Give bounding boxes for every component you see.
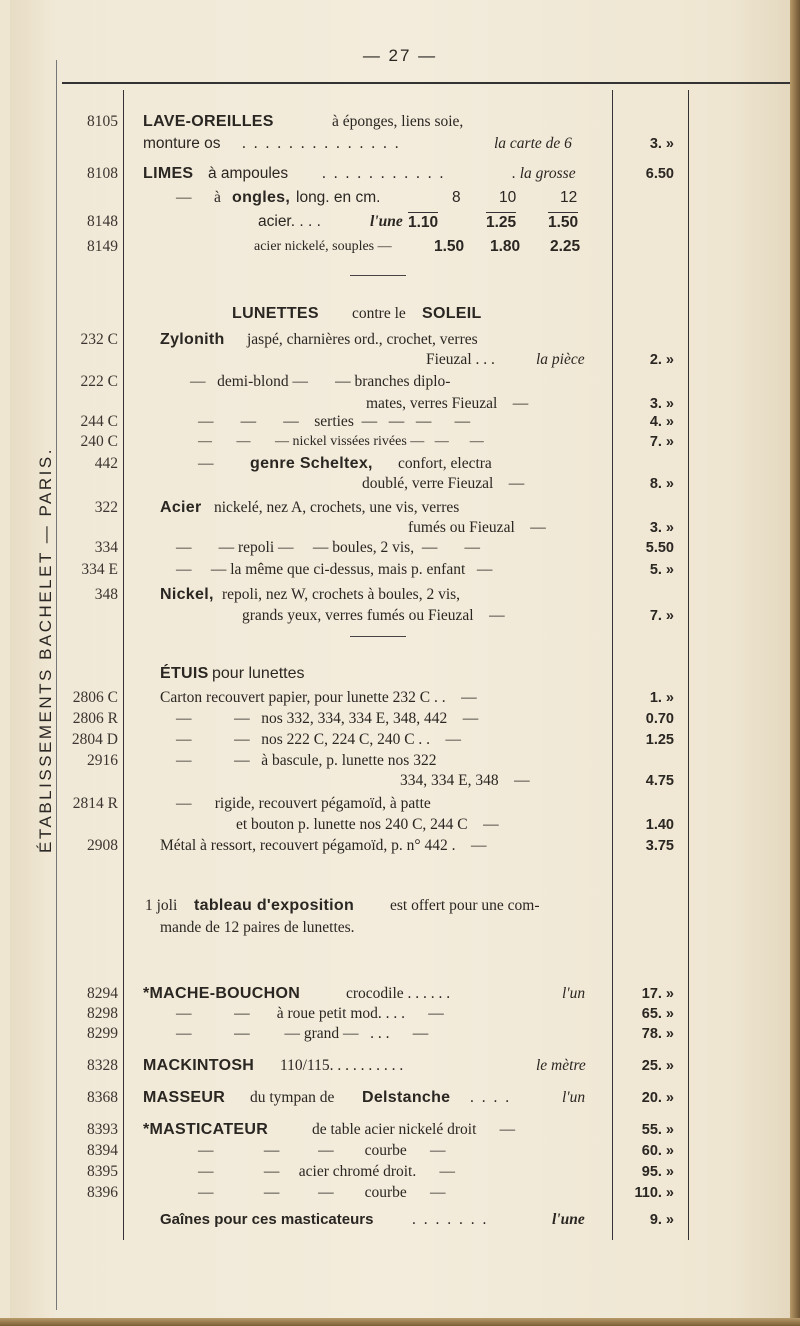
item-desc: à ampoules	[208, 165, 289, 182]
section-lunettes-heading	[0, 304, 800, 326]
item-code: 2806 R	[72, 710, 118, 727]
item-code: 8105	[87, 113, 118, 130]
mache-row-0	[0, 984, 800, 1006]
masticateur-gaines	[0, 1210, 800, 1232]
item-title: LIMES	[143, 165, 194, 182]
price-12cm: 2.25	[550, 238, 581, 255]
item-name: *MASTICATEUR	[143, 1121, 269, 1138]
entry-lave-oreilles	[0, 112, 800, 134]
item-code: 8294	[87, 985, 118, 1002]
item-desc: acier. . . .	[258, 213, 321, 230]
item-code: 334 E	[81, 561, 118, 578]
item-price: 5.50	[645, 540, 674, 556]
top-rule	[62, 82, 790, 84]
etuis-row-6	[0, 815, 800, 837]
item-name: MACKINTOSH	[143, 1057, 255, 1074]
item-code: 2908	[87, 837, 118, 854]
item-code: 8393	[87, 1121, 118, 1138]
item-title: LAVE-OREILLES	[143, 113, 274, 130]
item-desc: à éponges, liens soie,	[332, 113, 464, 130]
lunettes-row-6	[0, 454, 800, 476]
lunettes-row-4	[0, 412, 800, 434]
item-price: 110. »	[634, 1185, 674, 1201]
leader-dots: . . . . . . .	[412, 1211, 489, 1228]
lunettes-row-12	[0, 585, 800, 607]
ditto-dash: —	[176, 189, 192, 206]
item-price: 20. »	[641, 1090, 674, 1106]
mache-row-1	[0, 1004, 800, 1026]
item-price: 95. »	[641, 1164, 674, 1180]
item-price: 3. »	[649, 136, 674, 152]
price-8cm: 1.10	[408, 214, 439, 231]
item-price: 1.25	[645, 732, 674, 748]
item-desc: — — à bascule, p. lunette nos 322	[176, 752, 437, 769]
item-desc: — — repoli — — boules, 2 vis, — —	[176, 539, 480, 556]
item-desc: jaspé, charnières ord., crochet, verres	[247, 331, 478, 348]
lunettes-row-7	[0, 474, 800, 496]
item-price: 78. »	[641, 1026, 674, 1042]
item-desc: Métal à ressort, recouvert pégamoïd, p. n° 442 . —	[160, 837, 487, 854]
item-price: 1. »	[649, 690, 674, 706]
item-price: 8. »	[649, 476, 674, 492]
item-code: 8368	[87, 1089, 118, 1106]
item-desc: grands yeux, verres fumés ou Fieuzal —	[242, 607, 505, 624]
entry-limes-acier	[0, 212, 800, 234]
item-code: 232 C	[80, 331, 118, 348]
item-desc: — — — serties — — — —	[198, 413, 471, 430]
item-price: 4.75	[645, 773, 674, 789]
item-code: 2804 D	[71, 731, 118, 748]
page-number: — 27 —	[362, 46, 438, 65]
section-separator	[350, 636, 406, 637]
item-code: 348	[94, 586, 118, 603]
lunettes-row-9	[0, 518, 800, 540]
item-price: 3.75	[645, 838, 674, 854]
item-desc: — — à roue petit mod. . . . —	[176, 1005, 444, 1022]
item-desc: — — — courbe —	[198, 1142, 446, 1159]
item-name: Acier	[160, 499, 202, 516]
item-price: 3. »	[649, 520, 674, 536]
item-unit: l'un	[562, 985, 586, 1002]
item-code: 8328	[87, 1057, 118, 1074]
item-desc: nickelé, nez A, crochets, une vis, verres	[214, 499, 460, 516]
item-code: 8299	[87, 1025, 118, 1042]
item-price: 1.40	[645, 817, 674, 833]
note-bold: tableau d'exposition	[194, 897, 355, 914]
item-price: 60. »	[641, 1143, 674, 1159]
entry-limes	[0, 164, 800, 186]
etuis-row-1	[0, 709, 800, 731]
entry-limes-nickel	[0, 237, 800, 259]
length-8: 8	[452, 189, 461, 206]
item-name-2: Delstanche	[362, 1089, 451, 1106]
item-desc: à	[214, 189, 221, 206]
section-title-mid: contre le	[352, 305, 406, 322]
etuis-row-2	[0, 730, 800, 752]
item-code: 244 C	[80, 413, 118, 430]
item-desc: long. en cm.	[296, 189, 381, 206]
item-desc: monture os	[143, 135, 221, 152]
item-price: 3. »	[649, 396, 674, 412]
item-code: 8149	[87, 238, 118, 255]
item-desc: — — nos 222 C, 224 C, 240 C . . —	[176, 731, 462, 748]
item-unit: . la grosse	[512, 165, 576, 182]
masticateur-row-2	[0, 1162, 800, 1184]
tableau-note-line2	[0, 918, 800, 940]
masticateur-row-0	[0, 1120, 800, 1142]
price-8cm: 1.50	[434, 238, 465, 255]
item-unit: le mètre	[536, 1057, 586, 1074]
lunettes-row-5	[0, 432, 800, 454]
item-desc: 110/115. . . . . . . . . .	[280, 1057, 404, 1074]
item-code: 8298	[87, 1005, 118, 1022]
leader-dots: . . . . . . . . . . . . . .	[242, 135, 401, 152]
item-desc: Fieuzal . . .	[426, 351, 495, 368]
entry-limes-ongles	[0, 188, 800, 210]
item-desc: mates, verres Fieuzal —	[366, 395, 529, 412]
item-code: 2916	[87, 752, 118, 769]
item-desc: doublé, verre Fieuzal —	[362, 475, 525, 492]
item-desc: — rigide, recouvert pégamoïd, à patte	[176, 795, 431, 812]
item-unit: l'une	[370, 213, 403, 230]
item-desc: Carton recouvert papier, pour lunette 232 C . . —	[160, 689, 477, 706]
item-price: 5. »	[649, 562, 674, 578]
item-price: 0.70	[645, 711, 674, 727]
item-price: 55. »	[641, 1122, 674, 1138]
price-10cm: 1.80	[490, 238, 521, 255]
note-text: est offert pour une com-	[390, 897, 540, 914]
masticateur-row-3	[0, 1183, 800, 1205]
item-code: 222 C	[80, 373, 118, 390]
item-desc: du tympan de	[250, 1089, 335, 1106]
item-desc: acier nickelé, souples —	[254, 239, 392, 254]
item-unit: l'un	[562, 1089, 586, 1106]
item-desc: — — nos 332, 334, 334 E, 348, 442 —	[176, 710, 479, 727]
tableau-note-line1	[0, 896, 800, 918]
lunettes-row-0	[0, 330, 800, 352]
item-desc: — — acier chromé droit. —	[198, 1163, 455, 1180]
leader-dots: . . . . . . . . . . .	[322, 165, 446, 182]
item-name: genre Scheltex,	[250, 455, 373, 472]
item-code: 8394	[87, 1142, 118, 1159]
lunettes-row-10	[0, 538, 800, 560]
item-price: 6.50	[645, 166, 674, 182]
section-separator	[350, 275, 406, 276]
item-desc: repoli, nez W, crochets à boules, 2 vis,	[222, 586, 461, 603]
item-desc: et bouton p. lunette nos 240 C, 244 C —	[236, 816, 499, 833]
item-code: 8395	[87, 1163, 118, 1180]
item-code: 240 C	[80, 433, 118, 450]
item-name: Nickel,	[160, 586, 214, 603]
publisher-side-label: ÉTABLISSEMENTS BACHELET — PARIS.	[36, 447, 55, 853]
length-10: 10	[499, 189, 517, 206]
etuis-row-5	[0, 794, 800, 816]
etuis-row-4	[0, 771, 800, 793]
item-desc: — — — grand — . . . —	[176, 1025, 429, 1042]
item-unit: la carte de 6	[494, 135, 572, 152]
length-12: 12	[560, 189, 578, 206]
item-desc: confort, electra	[398, 455, 492, 472]
entry-masseur	[0, 1088, 800, 1110]
item-desc: — — la même que ci-dessus, mais p. enfant —	[176, 561, 493, 578]
note-text: mande de 12 paires de lunettes.	[160, 919, 355, 936]
etuis-row-0	[0, 688, 800, 710]
note-text: 1 joli	[145, 897, 178, 914]
lunettes-row-1	[0, 350, 800, 372]
etuis-row-7	[0, 836, 800, 858]
item-price: 7. »	[649, 608, 674, 624]
item-price: 9. »	[649, 1212, 674, 1228]
section-title: LUNETTES	[232, 305, 319, 322]
item-desc: — — — courbe —	[198, 1184, 446, 1201]
section-etuis-heading	[0, 664, 800, 686]
lunettes-row-13	[0, 606, 800, 628]
leader-dots: . . . .	[470, 1089, 512, 1106]
ditto-dash: —	[198, 455, 214, 472]
item-price: 25. »	[641, 1058, 674, 1074]
item-code: 442	[94, 455, 118, 472]
section-title-rest: pour lunettes	[212, 665, 305, 682]
page-edge-bottom	[0, 1318, 800, 1326]
item-desc: 334, 334 E, 348 —	[400, 772, 530, 789]
lunettes-row-11	[0, 560, 800, 582]
item-price: 65. »	[641, 1006, 674, 1022]
item-name: Zylonith	[160, 331, 225, 348]
item-price: 17. »	[641, 986, 674, 1002]
item-desc: — — — nickel vissées rivées — — —	[198, 434, 484, 449]
item-desc: fumés ou Fieuzal —	[408, 519, 546, 536]
item-code: 2814 R	[72, 795, 118, 812]
item-code: 8108	[87, 165, 118, 182]
item-desc-bold: ongles,	[232, 189, 291, 206]
item-price: 2. »	[649, 352, 674, 368]
price-12cm: 1.50	[548, 214, 579, 231]
item-code: 334	[94, 539, 118, 556]
lunettes-row-8	[0, 498, 800, 520]
masticateur-row-1	[0, 1141, 800, 1163]
item-price: 4. »	[649, 414, 674, 430]
item-price: 7. »	[649, 434, 674, 450]
section-title-end: SOLEIL	[422, 305, 482, 322]
entry-lave-oreilles-line2	[0, 134, 800, 156]
section-title: ÉTUIS	[160, 665, 209, 682]
item-desc: de table acier nickelé droit —	[312, 1121, 516, 1138]
item-name: *MACHE-BOUCHON	[143, 985, 301, 1002]
mache-row-2	[0, 1024, 800, 1046]
lunettes-row-2	[0, 372, 800, 394]
etuis-row-3	[0, 751, 800, 773]
item-desc: Gaînes pour ces masticateurs	[160, 1211, 374, 1228]
entry-mackintosh	[0, 1056, 800, 1078]
item-code: 322	[94, 499, 118, 516]
item-code: 8396	[87, 1184, 118, 1201]
item-code: 8148	[87, 213, 118, 230]
item-unit: l'une	[552, 1211, 585, 1228]
item-desc: — demi-blond — — branches diplo-	[190, 373, 451, 390]
item-desc: crocodile . . . . . .	[346, 985, 451, 1002]
price-10cm: 1.25	[486, 214, 517, 231]
item-unit: la pièce	[536, 351, 585, 368]
item-code: 2806 C	[72, 689, 118, 706]
item-name: MASSEUR	[143, 1089, 226, 1106]
